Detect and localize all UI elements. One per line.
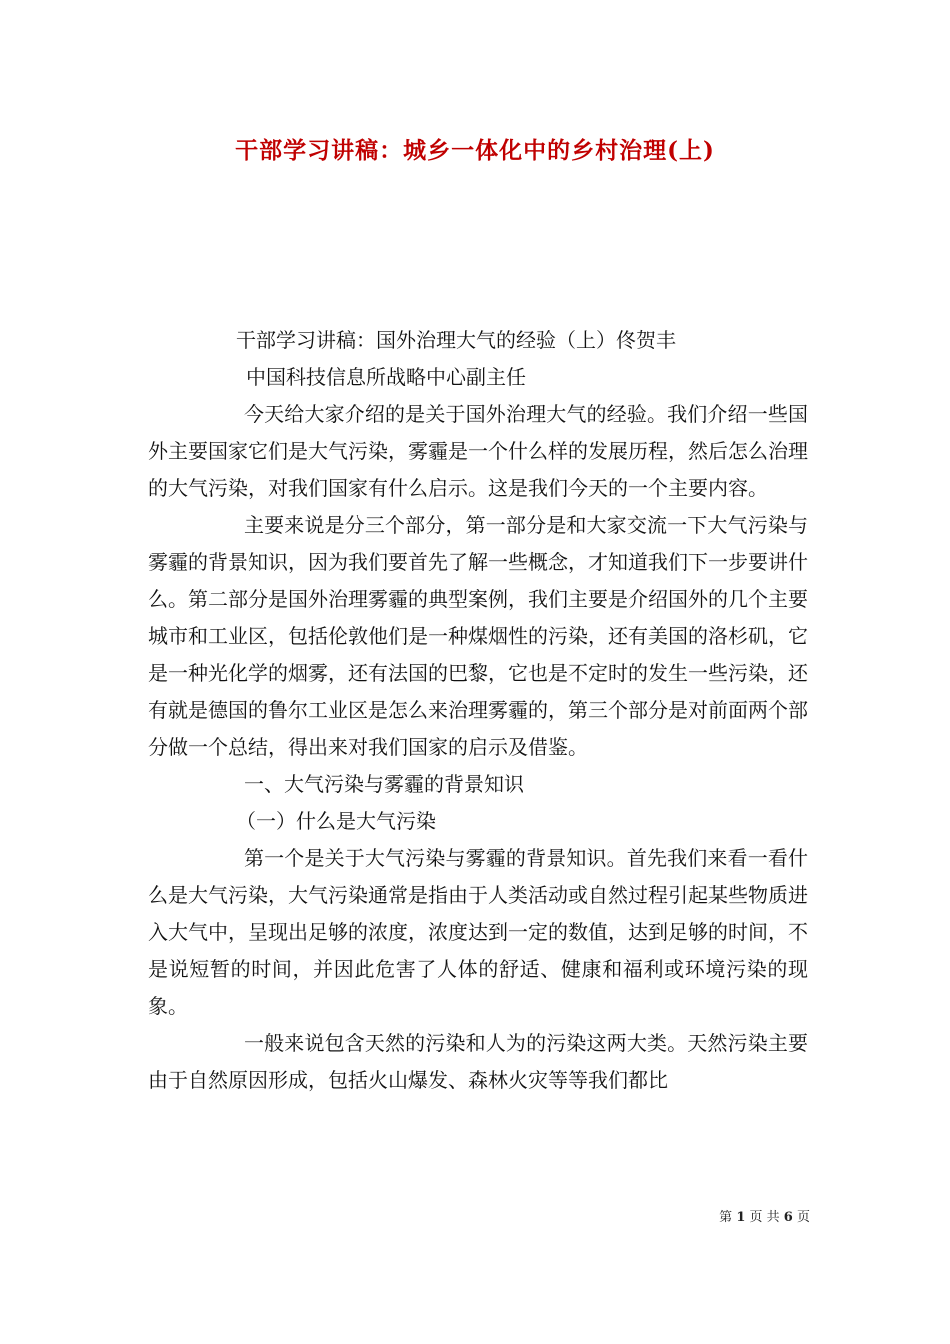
- page-footer: [700, 1206, 810, 1225]
- section-heading: 一、大气污染与雾霾的背景知识: [244, 772, 524, 796]
- paragraph-definition: 第一个是关于大气污染与雾霾的背景知识。首先我们来看一看什么是大气污染，大气污染通常是指由于人类活动或自然过程引起某些物质进入大气中，呈现出足够的浓度，浓度达到一定的数值，达到足够的时间，不是说短暂的时间，并因此危害了人体的舒适、健康和福利或环境污染的现象。: [148, 846, 808, 1018]
- lecture-subtitle: 干部学习讲稿：国外治理大气的经验（上）佟贺丰: [236, 328, 676, 352]
- footer-prefix: 第: [719, 1210, 733, 1225]
- paragraph-categories: 一般来说包含天然的污染和人为的污染这两大类。天然污染主要由于自然原因形成，包括火山爆发、森林火灾等等我们都比: [148, 1031, 808, 1092]
- total-pages-number: 6: [783, 1210, 793, 1225]
- document-title: 干部学习讲稿：城乡一体化中的乡村治理(上): [235, 137, 715, 164]
- footer-middle: 页 共: [749, 1210, 780, 1225]
- subsection-heading: （一）什么是大气污染: [236, 809, 436, 833]
- current-page-number: 1: [736, 1210, 746, 1225]
- paragraph-intro: 今天给大家介绍的是关于国外治理大气的经验。我们介绍一些国外主要国家它们是大气污染，雾霾是一个什么样的发展历程，然后怎么治理的大气污染，对我们国家有什么启示。这是我们今天的一个主要内容。: [148, 402, 808, 500]
- document-body: [148, 322, 808, 1099]
- footer-suffix: 页: [796, 1210, 810, 1225]
- author-role: 中国科技信息所战略中心副主任: [246, 365, 526, 389]
- paragraph-outline: 主要来说是分三个部分，第一部分是和大家交流一下大气污染与雾霾的背景知识，因为我们要首先了解一些概念，才知道我们下一步要讲什么。第二部分是国外治理雾霾的典型案例，我们主要是介绍国外的几个主要城市和工业区，包括伦敦他们是一种煤烟性的污染，还有美国的洛杉矶，它是一种光化学的烟雾，还有法国的巴黎，它也是不定时的发生一些污染，还有就是德国的鲁尔工业区是怎么来治理雾霾的，第三个部分是对前面两个部分做一个总结，得出来对我们国家的启示及借鉴。: [148, 513, 808, 759]
